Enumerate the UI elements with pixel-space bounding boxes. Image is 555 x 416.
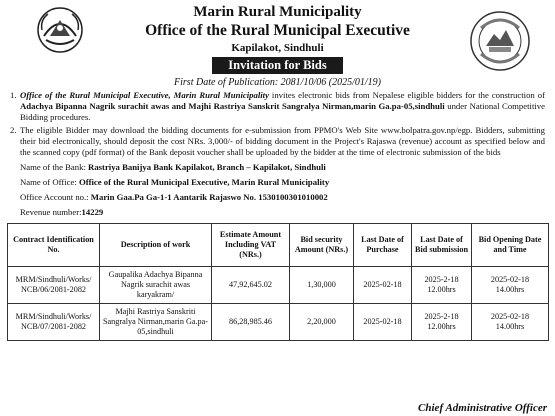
column-header: Last Date of Purchase (354, 224, 412, 267)
opening-date: 2025-02-18 14.00hrs (472, 267, 549, 304)
paragraph-2 (10, 125, 545, 158)
office-name-line: Name of Office: Office of the Rural Municipal Executive, Marin Rural Municipality (20, 177, 330, 187)
bank-name-line: Name of the Bank: Rastriya Banijya Bank Kapilakot, Branch – Kapilakot, Sindhuli (20, 162, 326, 172)
work-description: Majhi Rastriya Sanskriti Sangralya Nirman,marin Ga.pa-05,sindhuli (100, 304, 212, 341)
submission-date: 2025-2-18 12.00hrs (412, 304, 472, 341)
column-header: Estimate Amount Including VAT (NRs.) (212, 224, 290, 267)
municipality-logo-icon (469, 10, 531, 72)
purchase-date: 2025-02-18 (354, 304, 412, 341)
bid-security: 2,20,000 (290, 304, 354, 341)
paragraph-number: 1. (10, 90, 17, 100)
table-header-row (8, 224, 549, 267)
nepal-emblem-icon (36, 6, 84, 54)
column-header: Contract Identification No. (8, 224, 100, 267)
contract-id: MRM/Sindhuli/Works/ NCB/07/2081-2082 (8, 304, 100, 341)
project-names: Adachya Bipanna Nagrik surachit awas and Majhi Rastriya Sanskrit Sangralya Nirman,marin Ga.pa-05,sindhuli (20, 101, 445, 111)
column-header: Description of work (100, 224, 212, 267)
column-header: Last Date of Bid submission (412, 224, 472, 267)
estimate-amount: 47,92,645.02 (212, 267, 290, 304)
revenue-number: 14229 (81, 207, 104, 217)
notice-title-banner: Invitation for Bids (212, 57, 342, 74)
bank-name: Rastriya Banijya Bank Kapilakot, Branch – Kapilakot, Sindhuli (88, 162, 326, 172)
bid-security: 1,30,000 (290, 267, 354, 304)
account-number: Marin Gaa.Pa Ga-1-1 Aantarik Rajaswo No. 1530100301010002 (90, 192, 328, 202)
paragraph-1: 1. Office of the Rural Municipal Executive, Marin Rural Municipality invites electronic bids from Nepalese eligible bidders for the construction of Adachya Bipanna Nagrik surachit awas and Majhi Rastriya Sanskrit Sangralya Nirman,marin Ga.pa-05,sindhuli under National Competitive Bidding procedures. (10, 90, 545, 122)
paragraph-number: 2. (10, 125, 17, 135)
signatory-title: Chief Administrative Officer (418, 402, 547, 414)
bids-table (7, 223, 549, 341)
office-name-value: Office of the Rural Municipal Executive, Marin Rural Municipality (78, 177, 330, 187)
submission-date: 2025-2-18 12.00hrs (412, 267, 472, 304)
column-header: Bid Opening Date and Time (472, 224, 549, 267)
estimate-amount: 86,28,985.46 (212, 304, 290, 341)
table-row (8, 304, 549, 341)
opening-date: 2025-02-18 14.00hrs (472, 304, 549, 341)
revenue-line: Revenue number:14229 (20, 207, 104, 217)
work-description: Gaupalika Adachya Bipanna Nagrik surachit awas karyakram/ (100, 267, 212, 304)
column-header: Bid security Amount (NRs.) (290, 224, 354, 267)
paragraph-text: The eligible Bidder may download the bidding documents for e-submission from PPMO's Web Site www.bolpatra.gov.np/egp. Bidders, submitting their bid electronically, should deposit the cost NRs. 3,000/- of bidding document in the Project's Rajaswa (revenue) account as specified below and the scanned copy (pdf format) of the Bank deposit voucher shall be uploaded by the bidder at the time of electronic submission of the bids (20, 125, 545, 157)
contract-id: MRM/Sindhuli/Works/ NCB/06/2081-2082 (8, 267, 100, 304)
notice-body (6, 90, 549, 218)
publication-date: First Date of Publication: 2081/10/06 (2025/01/19) (174, 77, 381, 88)
purchase-date: 2025-02-18 (354, 267, 412, 304)
account-line: Office Account no.: Marin Gaa.Pa Ga-1-1 Aantarik Rajaswo No. 1530100301010002 (20, 192, 328, 202)
office-location: Kapilakot, Sindhuli (231, 42, 324, 54)
paragraph-lead: Office of the Rural Municipal Executive, Marin Rural Municipality (20, 90, 269, 100)
table-row (8, 267, 549, 304)
notice-header (6, 0, 549, 88)
municipality-name: Marin Rural Municipality (193, 4, 362, 20)
office-name: Office of the Rural Municipal Executive (145, 22, 410, 39)
